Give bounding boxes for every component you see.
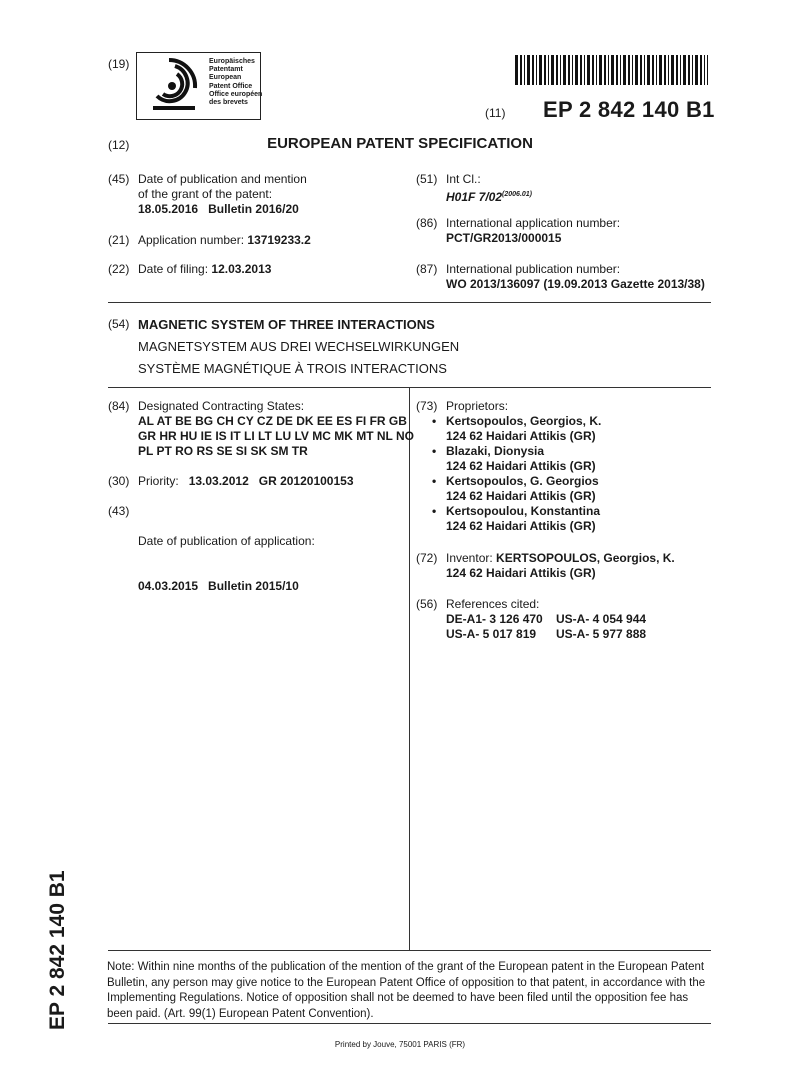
inid-code-73: (73) bbox=[416, 399, 438, 413]
barcode-bar bbox=[628, 55, 630, 85]
column-divider bbox=[409, 387, 410, 950]
proprietor-item bbox=[446, 444, 601, 474]
barcode-bar bbox=[584, 55, 585, 85]
barcode-bar bbox=[568, 55, 570, 85]
designated-states-label: Designated Contracting States: bbox=[138, 399, 305, 413]
proprietor-name: • Blazaki, Dionysia bbox=[446, 444, 601, 459]
barcode-bar bbox=[608, 55, 609, 85]
references-cited bbox=[446, 597, 666, 642]
states-line: PL PT RO RS SE SI SK SM TR bbox=[138, 444, 308, 458]
intl-application-value: PCT/GR2013/000015 bbox=[446, 231, 562, 245]
proprietor-address: 124 62 Haidari Attikis (GR) bbox=[446, 519, 596, 533]
intl-publication-label: International publication number: bbox=[446, 262, 621, 276]
inid-code-86: (86) bbox=[416, 216, 438, 230]
barcode-bar bbox=[544, 55, 546, 85]
inid-code-87: (87) bbox=[416, 262, 438, 276]
barcode-bar bbox=[527, 55, 530, 85]
barcode-bar bbox=[700, 55, 702, 85]
barcode-bar bbox=[604, 55, 606, 85]
proprietor-item bbox=[446, 474, 601, 504]
barcode-bar bbox=[548, 55, 549, 85]
inid-code-19: (19) bbox=[108, 57, 130, 71]
barcode-bar bbox=[640, 55, 642, 85]
office-line: Office européen bbox=[209, 90, 263, 98]
reference: US-A- 4 054 944 bbox=[556, 612, 647, 626]
side-publication-number: EP 2 842 140 B1 bbox=[46, 870, 69, 1030]
inid-code-72: (72) bbox=[416, 551, 438, 565]
barcode-bar bbox=[524, 55, 525, 85]
inventor-address: 124 62 Haidari Attikis (GR) bbox=[446, 566, 596, 580]
barcode-bar bbox=[560, 55, 561, 85]
inid-code-22: (22) bbox=[108, 262, 130, 276]
office-line: des brevets bbox=[209, 99, 248, 107]
barcode-bar bbox=[644, 55, 645, 85]
inid-code-45: (45) bbox=[108, 172, 130, 186]
proprietor-name: • Kertsopoulos, G. Georgios bbox=[446, 474, 601, 489]
states-line: GR HR HU IE IS IT LI LT LU LV MC MK MT NL NO bbox=[138, 429, 414, 443]
inid-code-51: (51) bbox=[416, 172, 438, 186]
inid-code-11: (11) bbox=[485, 106, 506, 120]
divider bbox=[108, 1023, 711, 1024]
barcode-bar bbox=[671, 55, 674, 85]
grant-date: 18.05.2016 bbox=[138, 202, 199, 216]
grant-label-2: of the grant of the patent: bbox=[138, 187, 273, 201]
grant-date-block bbox=[138, 172, 307, 217]
grant-bulletin: Bulletin 2016/20 bbox=[208, 202, 299, 216]
barcode-bar bbox=[536, 55, 537, 85]
barcode-bar bbox=[551, 55, 554, 85]
barcode-bar bbox=[596, 55, 597, 85]
reference: US-A- 5 017 819 bbox=[446, 627, 537, 641]
application-number-value: 13719233.2 bbox=[247, 233, 311, 247]
priority bbox=[138, 474, 354, 488]
proprietor-name: • Kertsopoulou, Konstantina bbox=[446, 504, 601, 519]
proprietors-label: Proprietors: bbox=[446, 399, 509, 413]
int-cl bbox=[446, 172, 532, 205]
barcode-bar bbox=[587, 55, 590, 85]
intl-publication bbox=[446, 262, 705, 292]
barcode-bar bbox=[707, 55, 708, 85]
inventor-name: KERTSOPOULOS, Georgios, K. bbox=[496, 551, 675, 565]
barcode-bar bbox=[683, 55, 686, 85]
title-english: MAGNETIC SYSTEM OF THREE INTERACTIONS bbox=[138, 317, 435, 332]
references-grid bbox=[446, 612, 666, 642]
priority-label: Priority: bbox=[138, 474, 179, 488]
epo-logo-icon bbox=[139, 54, 209, 119]
states-line: AL AT BE BG CH CY CZ DE DK EE ES FI FR GB bbox=[138, 414, 407, 428]
barcode-bar bbox=[592, 55, 594, 85]
barcode-bar bbox=[680, 55, 681, 85]
proprietor-address: 124 62 Haidari Attikis (GR) bbox=[446, 459, 596, 473]
publication-number: EP 2 842 140 B1 bbox=[543, 97, 715, 122]
barcode-bar bbox=[563, 55, 566, 85]
application-publication-value: 04.03.2015 Bulletin 2015/10 bbox=[138, 579, 299, 593]
office-line: Patent Office bbox=[209, 82, 253, 90]
inid-code-56: (56) bbox=[416, 597, 438, 611]
barcode-bar bbox=[572, 55, 573, 85]
inventor-label: Inventor: bbox=[446, 551, 493, 565]
barcode-bar bbox=[659, 55, 662, 85]
barcode-bar bbox=[623, 55, 626, 85]
barcode-bar bbox=[656, 55, 657, 85]
barcode-bar bbox=[704, 55, 705, 85]
barcode-bar bbox=[620, 55, 621, 85]
barcode bbox=[515, 55, 708, 85]
proprietor-address: 124 62 Haidari Attikis (GR) bbox=[446, 429, 596, 443]
invention-titles bbox=[138, 314, 459, 380]
intl-application bbox=[446, 216, 620, 246]
inventor bbox=[446, 551, 675, 581]
int-cl-value: H01F 7/02 bbox=[446, 190, 503, 204]
barcode-bar bbox=[647, 55, 650, 85]
application-number-label: Application number: bbox=[138, 233, 245, 247]
references-label: References cited: bbox=[446, 597, 540, 611]
barcode-bar bbox=[532, 55, 534, 85]
epo-logo-text bbox=[209, 58, 262, 107]
barcode-bar bbox=[676, 55, 678, 85]
barcode-bar bbox=[652, 55, 654, 85]
reference: DE-A1- 3 126 470 bbox=[446, 612, 543, 626]
barcode-bar bbox=[688, 55, 690, 85]
filing-date bbox=[138, 262, 271, 276]
divider bbox=[108, 950, 711, 951]
barcode-bar bbox=[695, 55, 698, 85]
title-german: MAGNETSYSTEM AUS DREI WECHSELWIRKUNGEN bbox=[138, 339, 460, 354]
barcode-bar bbox=[632, 55, 633, 85]
grant-label-1: Date of publication and mention bbox=[138, 172, 307, 186]
reference: US-A- 5 977 888 bbox=[556, 627, 647, 641]
proprietor-item bbox=[446, 504, 601, 534]
divider bbox=[108, 302, 711, 303]
designated-states bbox=[138, 399, 414, 459]
priority-value: 13.03.2012 GR 20120100153 bbox=[188, 474, 354, 488]
proprietor-item bbox=[446, 414, 601, 444]
office-line: Patentamt bbox=[209, 66, 243, 74]
title-french: SYSTÈME MAGNÉTIQUE À TROIS INTERACTIONS bbox=[138, 361, 447, 376]
barcode-bar bbox=[664, 55, 666, 85]
printer-credit: Printed by Jouve, 75001 PARIS (FR) bbox=[334, 1040, 466, 1049]
barcode-bar bbox=[580, 55, 582, 85]
proprietors bbox=[446, 399, 601, 534]
application-number bbox=[138, 233, 311, 247]
barcode-bar bbox=[539, 55, 542, 85]
inid-code-12: (12) bbox=[108, 138, 130, 152]
int-cl-label: Int Cl.: bbox=[446, 172, 481, 186]
office-line: Europäisches bbox=[209, 58, 255, 65]
inid-code-84: (84) bbox=[108, 399, 130, 413]
inid-code-54: (54) bbox=[108, 317, 130, 331]
inid-code-43: (43) bbox=[108, 504, 130, 518]
int-cl-version: (2006.01) bbox=[502, 191, 533, 198]
filing-date-label: Date of filing: bbox=[138, 262, 209, 276]
office-line: European bbox=[209, 74, 242, 82]
inid-code-21: (21) bbox=[108, 233, 130, 247]
barcode-bar bbox=[668, 55, 669, 85]
document-title: EUROPEAN PATENT SPECIFICATION bbox=[267, 135, 533, 152]
barcode-bar bbox=[635, 55, 638, 85]
intl-publication-value: WO 2013/136097 (19.09.2013 Gazette 2013/38) bbox=[446, 277, 705, 291]
application-publication bbox=[138, 504, 315, 609]
barcode-bar bbox=[575, 55, 578, 85]
inid-code-30: (30) bbox=[108, 474, 130, 488]
proprietor-name: • Kertsopoulos, Georgios, K. bbox=[446, 414, 601, 429]
barcode-bar bbox=[692, 55, 693, 85]
filing-date-value: 12.03.2013 bbox=[211, 262, 272, 276]
intl-application-label: International application number: bbox=[446, 216, 621, 230]
barcode-bar bbox=[616, 55, 618, 85]
proprietor-address: 124 62 Haidari Attikis (GR) bbox=[446, 489, 596, 503]
barcode-bar bbox=[515, 55, 518, 85]
barcode-bar bbox=[599, 55, 602, 85]
barcode-bar bbox=[556, 55, 558, 85]
application-publication-label: Date of publication of application: bbox=[138, 534, 315, 548]
barcode-bar bbox=[611, 55, 614, 85]
opposition-note: Note: Within nine months of the publication of the mention of the grant of the European patent in the European Patent Bulletin, any person may give notice to the European Patent Office of opposition to that patent, in accordance with the Implementing Regulations. Notice of opposition shall not be deemed to have been filed until the opposition fee has been paid. (Art. 99(1) European Patent Convention). bbox=[107, 961, 706, 1020]
barcode-bar bbox=[520, 55, 522, 85]
